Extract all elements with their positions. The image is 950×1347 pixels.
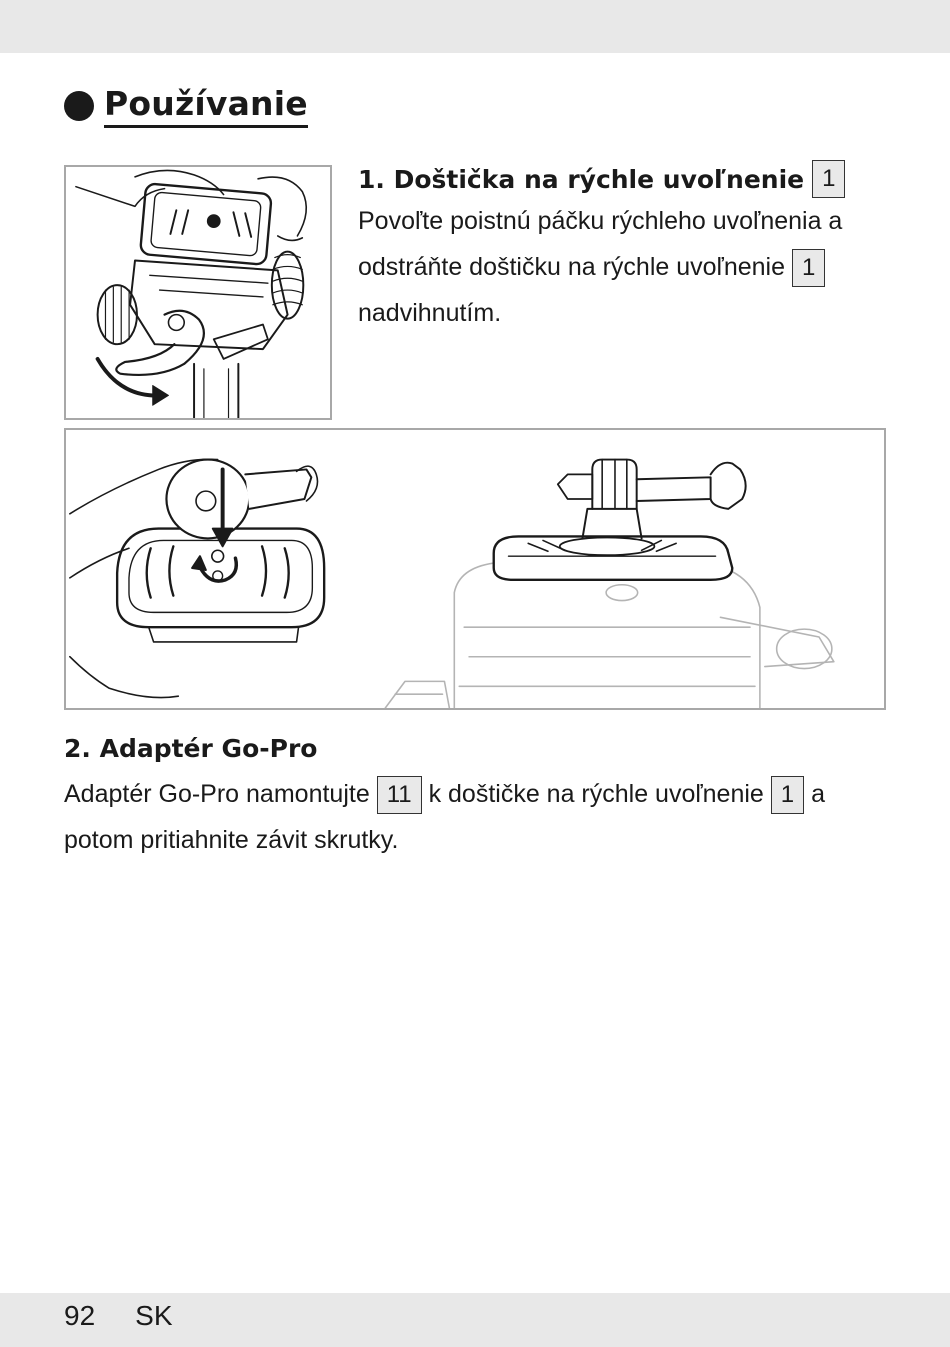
reference-box: 1: [812, 160, 845, 198]
step-2-text-a: Adaptér Go-Pro namontujte: [64, 780, 370, 808]
section-heading: [64, 84, 308, 128]
step-1: [358, 160, 898, 336]
step-1-text-a: Povoľte poistnú páčku rýchleho uvoľnenia a odstráňte doštičku na rýchle uvoľnenie: [358, 207, 843, 281]
reference-box: 11: [377, 776, 422, 814]
step-2-text-b: k doštičke na rýchle uvoľnenie: [428, 780, 764, 808]
step-2-heading: 2. Adaptér Go-Pro: [64, 734, 318, 763]
step-1-text: [358, 198, 898, 336]
step-1-text-b: nadvihnutím.: [358, 299, 502, 327]
step-2-text: [64, 771, 894, 863]
bullet-icon: [64, 91, 94, 121]
page-footer: [64, 1300, 173, 1332]
quick-release-illustration: [64, 165, 332, 420]
language-code: SK: [135, 1300, 173, 1331]
reference-box: 1: [771, 776, 804, 814]
page-number: 92: [64, 1300, 96, 1331]
header-band: [0, 0, 950, 53]
reference-box: 1: [792, 249, 825, 287]
gopro-adapter-illustration: [64, 428, 886, 710]
step-2-text-c: a potom pritiahnite závit skrutky.: [64, 780, 825, 854]
step-1-title: 1. Doštička na rýchle uvoľnenie: [358, 164, 805, 194]
step-2: [64, 734, 894, 863]
step-1-heading: [358, 160, 898, 198]
section-title: Používanie: [104, 84, 308, 128]
